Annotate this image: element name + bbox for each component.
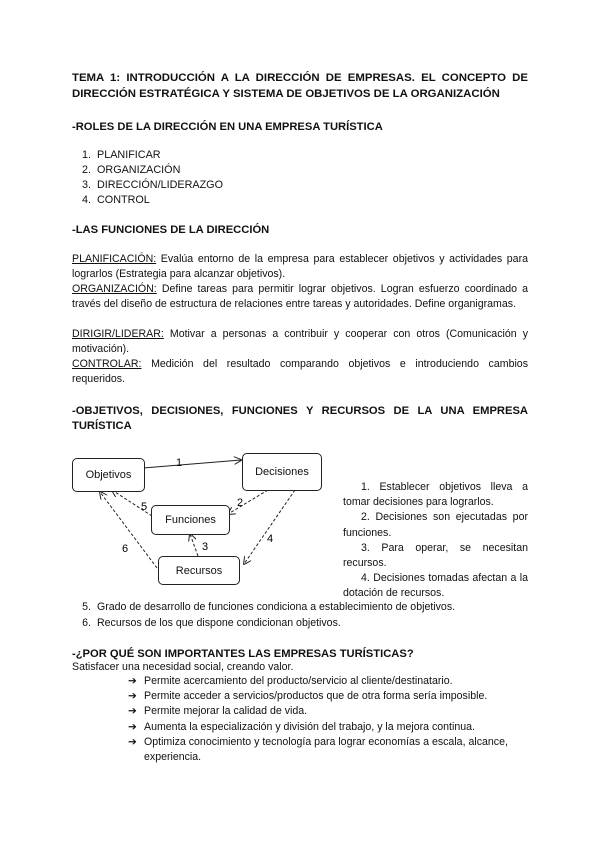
list-item: 4. Decisiones tomadas afectan a la dotación de recursos. — [343, 572, 528, 600]
arrow-icon: ➔ — [128, 705, 137, 718]
label-3: 3 — [202, 541, 209, 553]
funcion-controlar: CONTROLAR: Medición del resultado comparando objetivos e introduciendo cambios requeridos. — [72, 358, 528, 385]
list-item: ➔ Permite acceder a servicios/productos que de otra forma sería imposible. — [128, 689, 528, 704]
arrow-icon: ➔ — [128, 735, 137, 748]
list-item: ➔ Optimiza conocimiento y tecnología para lograr economías a escala, alcance, experiencia. — [128, 735, 508, 764]
node-funciones: Funciones — [151, 505, 230, 535]
label-4: 4 — [267, 533, 274, 545]
list-item: ➔ Aumenta la especialización y división del trabajo, y la mejora continua. — [128, 720, 528, 735]
funcion-dirigir: DIRIGIR/LIDERAR: Motivar a personas a contribuir y cooperar con otros (Comunicación y motivación). — [72, 328, 528, 355]
label-6: 6 — [122, 543, 129, 555]
diagram-explanation-list — [343, 480, 528, 602]
list-item: 5. Grado de desarrollo de funciones condiciona a establecimiento de objetivos. — [82, 601, 456, 613]
extra-list — [72, 600, 455, 631]
arrow-2 — [228, 490, 268, 514]
funcion-planificacion: PLANIFICACIÓN: Evalúa entorno de la empresa para establecer objetivos y actividades para lograrlos (Estrategia para alcanzar objetivos). — [72, 253, 528, 280]
list-item: 3. DIRECCIÓN/LIDERAZGO — [81, 179, 223, 191]
arrow-4 — [244, 490, 295, 564]
roles-list — [72, 148, 223, 208]
node-recursos: Recursos — [158, 556, 240, 585]
list-item: 2. ORGANIZACIÓN — [81, 164, 181, 176]
funciones-heading: -LAS FUNCIONES DE LA DIRECCIÓN — [72, 224, 270, 236]
importancia-intro: Satisfacer una necesidad social, creando valor. — [72, 661, 294, 673]
label-1: 1 — [176, 457, 183, 469]
list-item: 4. CONTROL — [81, 194, 150, 206]
list-item: 1. Establecer objetivos lleva a tomar decisiones para lograrlos. — [343, 481, 528, 509]
arrow-icon: ➔ — [128, 720, 137, 733]
arrow-3 — [190, 534, 198, 556]
list-item: 2. Decisiones son ejecutadas por funciones. — [343, 511, 528, 539]
importancia-list — [128, 674, 528, 765]
importancia-heading: -¿POR QUÉ SON IMPORTANTES LAS EMPRESAS TURÍSTICAS? — [72, 648, 414, 660]
label-2: 2 — [237, 497, 244, 509]
list-item: ➔ Permite acercamiento del producto/servicio al cliente/destinatario. — [128, 674, 528, 689]
funcion-organizacion: ORGANIZACIÓN: Define tareas para permitir lograr objetivos. Logran esfuerzo coordinado a través del diseño de estructura de relaciones entre tareas y autoridades. Define organigramas. — [72, 283, 528, 310]
list-item: ➔ Permite mejorar la calidad de vida. — [128, 704, 528, 719]
list-item: 3. Para operar, se necesitan recursos. — [343, 541, 528, 570]
arrow-1 — [143, 460, 241, 468]
list-item: 1. PLANIFICAR — [81, 149, 161, 161]
node-decisiones: Decisiones — [242, 453, 322, 491]
node-objetivos: Objetivos — [72, 458, 145, 492]
objetivos-heading-line-2: TURÍSTICA — [72, 420, 132, 432]
label-5: 5 — [141, 501, 148, 513]
arrow-icon: ➔ — [128, 675, 137, 687]
document-title-line-1: TEMA 1: INTRODUCCIÓN A LA DIRECCIÓN DE EMPRESAS. EL CONCEPTO DE — [72, 72, 528, 84]
roles-heading: -ROLES DE LA DIRECCIÓN EN UNA EMPRESA TURÍSTICA — [72, 121, 383, 133]
arrow-icon: ➔ — [128, 690, 137, 703]
list-item: 6. Recursos de los que dispone condicionan objetivos. — [82, 616, 341, 629]
objetivos-heading-line-1: -OBJETIVOS, DECISIONES, FUNCIONES Y RECURSOS DE LA UNA EMPRESA — [72, 405, 528, 417]
document-title-line-2: DIRECCIÓN ESTRATÉGICA Y SISTEMA DE OBJETIVOS DE LA ORGANIZACIÓN — [72, 88, 500, 100]
